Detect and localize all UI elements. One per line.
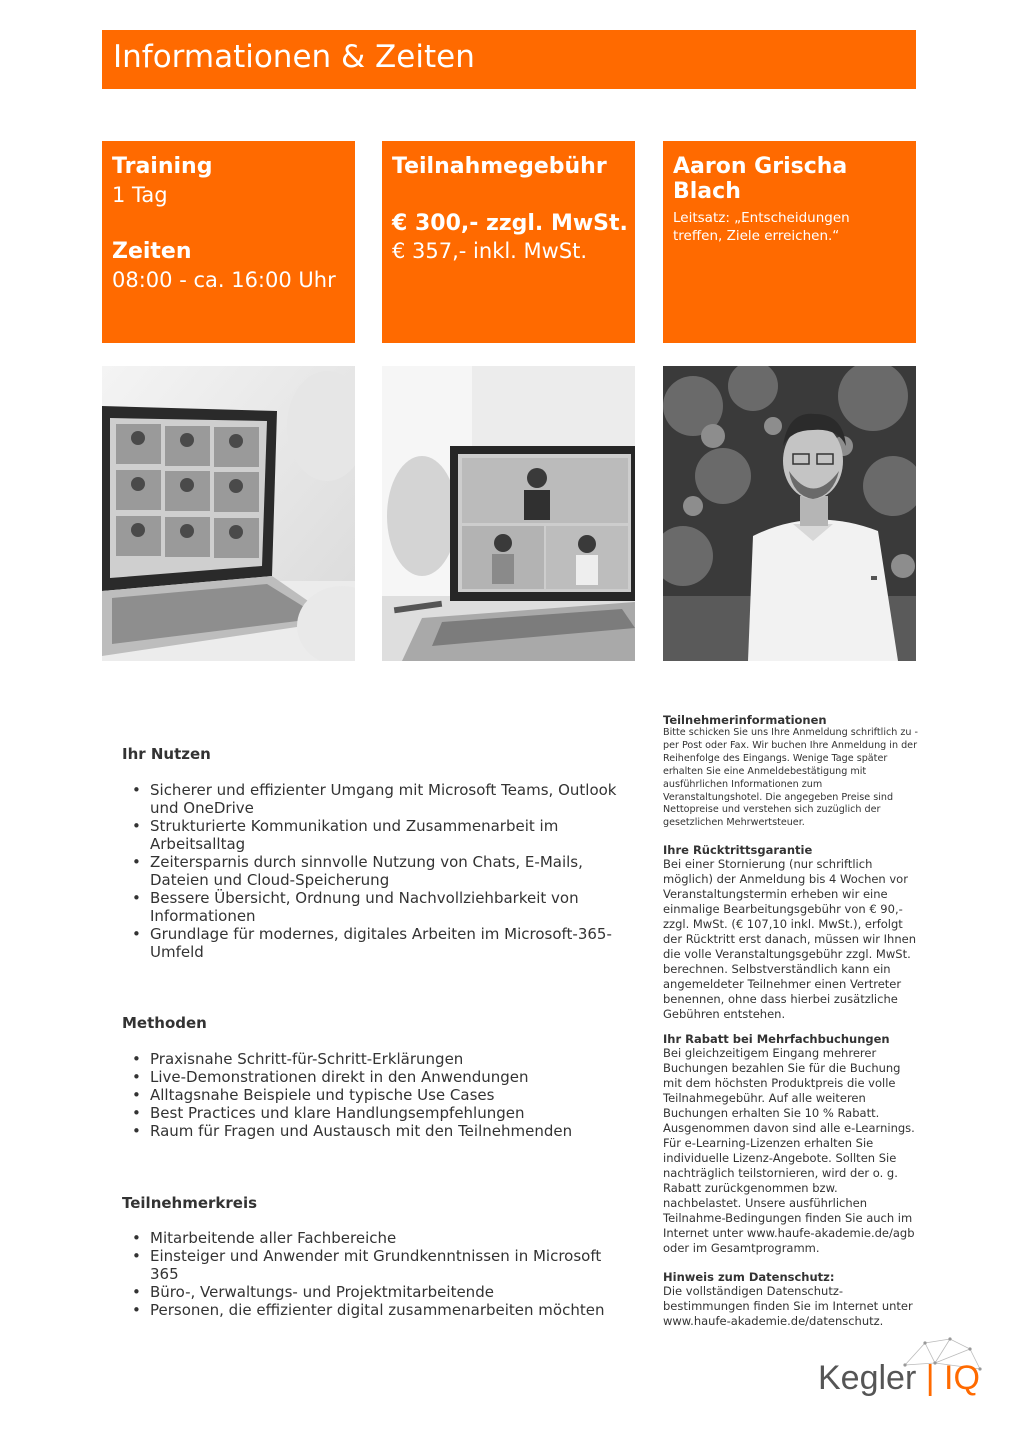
teilnehmerkreis-title: Teilnehmerkreis <box>122 1194 258 1212</box>
fee-gross: € 357,- inkl. MwSt. <box>392 239 588 263</box>
list-item: • Alltagsnahe Beispiele und typische Use Cases <box>128 1086 623 1104</box>
nutzen-list <box>128 781 623 961</box>
teilnehmerkreis-list <box>128 1229 623 1319</box>
info-column <box>663 713 919 1329</box>
kegler-iq-logo <box>815 1335 995 1405</box>
nutzen-title: Ihr Nutzen <box>122 745 211 763</box>
fee-box <box>382 141 635 343</box>
list-item: • Raum für Fragen und Austausch mit den Teilnehmenden <box>128 1122 623 1140</box>
laptop-three-illustration <box>382 366 635 661</box>
list-item: • Büro-, Verwaltungs- und Projektmitarbeitende <box>128 1283 623 1301</box>
ruecktritt-title: Ihre Rücktrittsgarantie <box>663 843 813 858</box>
training-box <box>102 141 355 343</box>
times-value: 08:00 - ca. 16:00 Uhr <box>112 268 336 292</box>
rabatt-text: Bei gleichzeitigem Eingang mehrerer Buchungen bezahlen Sie für die Buchung mit dem höchsten Produktpreis die volle Teilnahmegebühr. Auf alle weiteren Buchungen erhalten Sie 10 % Rabatt. Ausgenommen davon sind alle e-Learnings. Für e-Learning-Lizenzen erhalten Sie individuelle Lizenz-Angebote. Sollten Sie nachträglich teilstornieren, wird der o. g. Rabatt zurückgenommen bzw. nachbelastet. Unsere ausführlichen Teilnahme-Bedingungen finden Sie auch im Internet unter www.haufe-akademie.de/agb oder im Gesamtprogramm. <box>663 1046 915 1256</box>
laptop-grid-illustration <box>102 366 355 661</box>
logo-iq: IQ <box>944 1359 980 1397</box>
list-item: • Personen, die effizienter digital zusammenarbeiten möchten <box>128 1301 623 1319</box>
times-heading: Zeiten <box>112 239 192 264</box>
list-item: • Sicherer und effizienter Umgang mit Microsoft Teams, Outlook und OneDrive <box>128 781 623 817</box>
logo-wordmark <box>818 1359 980 1398</box>
trainer-portrait-image <box>663 366 916 661</box>
methoden-title: Methoden <box>122 1014 207 1032</box>
trainer-portrait-illustration <box>663 366 916 661</box>
page-title: Informationen & Zeiten <box>113 39 475 75</box>
datenschutz-title: Hinweis zum Datenschutz: <box>663 1270 835 1285</box>
list-item: • Grundlage für modernes, digitales Arbeiten im Microsoft-365-Umfeld <box>128 925 623 961</box>
list-item: • Strukturierte Kommunikation und Zusammenarbeit im Arbeitsalltag <box>128 817 623 853</box>
trainer-motto: Leitsatz: „Entscheidungen treffen, Ziele erreichen.“ <box>673 210 850 244</box>
list-item: • Bessere Übersicht, Ordnung und Nachvollziehbarkeit von Informationen <box>128 889 623 925</box>
fee-net: € 300,- zzgl. MwSt. <box>392 211 628 236</box>
teilnehmer-info-text: Bitte schicken Sie uns Ihre Anmeldung schriftlich zu - per Post oder Fax. Wir buchen Ihre Anmeldung in der Reihenfolge des Eingangs. Wenige Tage später erhalten Sie eine Anmeldebestätigung mit ausführlichen Informationen zum Veranstaltungshotel. Die angegeben Preise sind Nettopreise und verstehen sich zuzüglich der gesetzlichen Mehrwertsteuer. <box>663 727 919 829</box>
trainer-name: Aaron Grischa Blach <box>673 154 848 204</box>
logo-kegler: Kegler <box>818 1359 917 1397</box>
list-item: • Einsteiger und Anwender mit Grundkenntnissen in Microsoft 365 <box>128 1247 623 1283</box>
logo-separator: | <box>925 1359 935 1397</box>
list-item: • Zeitersparnis durch sinnvolle Nutzung von Chats, E-Mails, Dateien und Cloud-Speicherung <box>128 853 623 889</box>
fee-heading: Teilnahmegebühr <box>392 154 607 179</box>
training-heading: Training <box>112 154 213 179</box>
rabatt-title: Ihr Rabatt bei Mehrfachbuchungen <box>663 1032 890 1047</box>
laptop-video-call-grid-image <box>102 366 355 661</box>
training-duration: 1 Tag <box>112 183 168 207</box>
ruecktritt-text: Bei einer Stornierung (nur schriftlich möglich) der Anmeldung bis 4 Wochen vor Veranstaltungstermin erheben wir eine einmalige Bearbeitungsgebühr von € 90,-zzgl. MwSt. (€ 107,10 inkl. MwSt.), erfolgt der Rücktritt erst danach, müssen wir Ihnen die volle Veranstaltungsgebühr zzgl. MwSt. berechnen. Selbstverständlich kann ein angemeldeter Teilnehmer einen Vertreter benennen, ohne dass hierbei zusätzliche Gebühren entstehen. <box>663 857 916 1022</box>
list-item: • Best Practices und klare Handlungsempfehlungen <box>128 1104 623 1122</box>
list-item: • Live-Demonstrationen direkt in den Anwendungen <box>128 1068 623 1086</box>
teilnehmer-info-title: Teilnehmerinformationen <box>663 713 827 727</box>
list-item: • Mitarbeitende aller Fachbereiche <box>128 1229 623 1247</box>
list-item: • Praxisnahe Schritt-für-Schritt-Erklärungen <box>128 1050 623 1068</box>
datenschutz-text: Die vollständigen Datenschutz-bestimmungen finden Sie im Internet unter www.haufe-akademie.de/datenschutz. <box>663 1284 913 1329</box>
laptop-video-call-three-image <box>382 366 635 661</box>
header-bar <box>102 30 916 89</box>
trainer-box <box>663 141 916 343</box>
methoden-list <box>128 1050 623 1140</box>
